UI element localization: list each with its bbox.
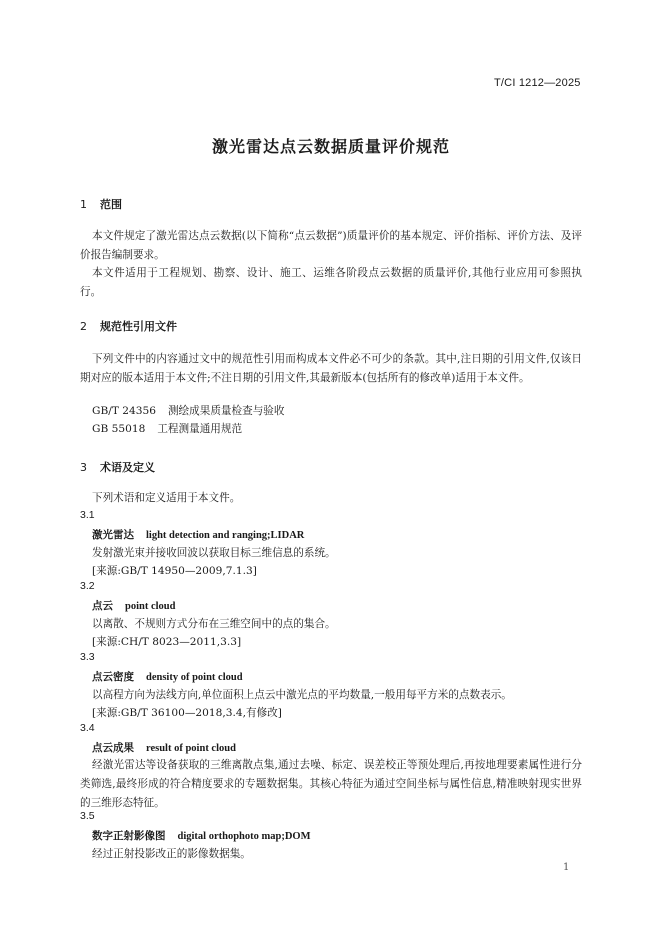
term-name [92,828,311,843]
term-definition: 以离散、不规则方式分布在三维空间中的点的集合。 [92,618,336,630]
term-number: 3.3 [80,651,95,663]
term-en: point cloud [125,601,176,612]
term-definition: 经激光雷达等设备获取的三维离散点集,通过去噪、标定、误差校正等预处理后,再按地理要素属性进行分类筛选,最终形成的符合精度要求的专题数据集。其核心特征为通过空间坐标与属性信息,精准映射现实世界的三维形态特征。 [80,759,582,809]
section-1-paragraph-2: 本文件适用于工程规划、勘察、设计、施工、运维各阶段点云数据的质量评价,其他行业应用可参照执行。 [80,267,582,298]
section-title: 术语及定义 [100,461,155,474]
section-number: 1 [80,198,87,211]
term-zh: 点云成果 [92,742,134,754]
section-title: 规范性引用文件 [100,320,177,333]
reference-item [92,403,284,418]
section-title: 范围 [100,198,122,211]
term-zh: 激光雷达 [92,529,134,541]
term-en: light detection and ranging;LIDAR [146,530,305,541]
section-1-paragraph-1: 本文件规定了激光雷达点云数据(以下简称“点云数据”)质量评价的基本规定、评价指标、评价方法、及评价报告编制要求。 [80,230,582,261]
term-name [92,740,236,755]
reference-code: GB 55018 [92,423,146,435]
term-zh: 点云密度 [92,671,134,683]
term-number: 3.4 [80,722,95,734]
term-name [92,669,243,684]
reference-name: 工程测量通用规范 [157,423,243,435]
section-number: 3 [80,461,87,474]
section-number: 2 [80,320,87,333]
page-number: 1 [563,862,570,873]
term-definition: 以高程方向为法线方向,单位面积上点云中激光点的平均数量,一般用每平方米的点数表示。 [92,689,512,701]
document-number: T/CI 1212—2025 [494,77,581,89]
term-name [92,598,175,613]
term-en: digital orthophoto map;DOM [177,831,311,842]
reference-code: GB/T 24356 [92,405,156,417]
term-number: 3.1 [80,509,95,521]
term-source: [来源:GB/T 14950—2009,7.1.3] [92,565,257,577]
term-en: density of point cloud [146,672,243,683]
term-zh: 数字正射影像图 [92,830,166,842]
document-title: 激光雷达点云数据质量评价规范 [211,137,450,156]
section-2-heading [80,318,177,334]
term-zh: 点云 [92,600,113,612]
section-3-heading [80,459,155,475]
term-definition: 经过正射投影改正的影像数据集。 [92,848,251,860]
section-3-intro: 下列术语和定义适用于本文件。 [92,492,241,504]
term-name [92,527,304,542]
term-definition: 发射激光束并接收回波以获取目标三维信息的系统。 [92,547,336,559]
term-en: result of point cloud [146,743,236,754]
term-source: [来源:CH/T 8023—2011,3.3] [92,636,242,648]
term-source: [来源:GB/T 36100—2018,3.4,有修改] [92,707,282,719]
reference-name: 测绘成果质量检查与验收 [167,405,285,417]
term-number: 3.5 [80,810,95,822]
section-1-heading [80,196,122,212]
section-2-paragraph-1: 下列文件中的内容通过文中的规范性引用而构成本文件必不可少的条款。其中,注日期的引用文件,仅该日期对应的版本适用于本文件;不注日期的引用文件,其最新版本(包括所有的修改单)适用于本文件。 [80,353,582,384]
term-number: 3.2 [80,580,95,592]
reference-item [92,421,242,436]
